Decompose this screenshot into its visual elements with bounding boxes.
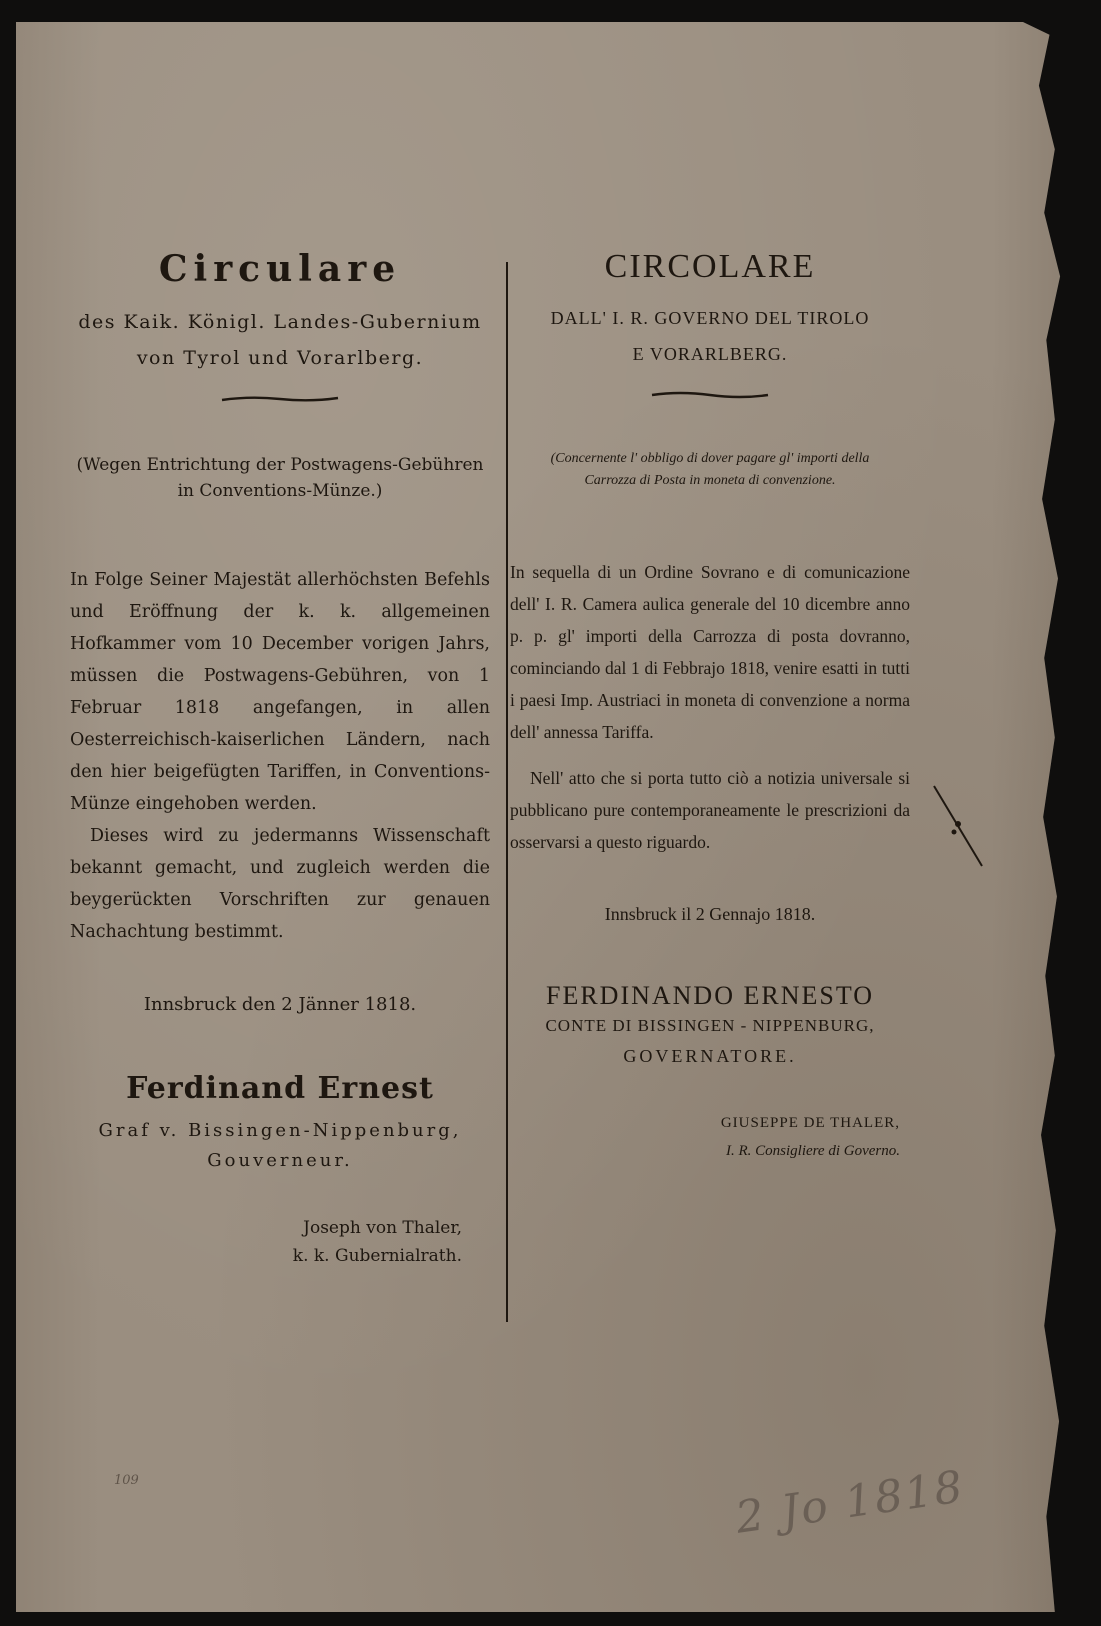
italian-signatory-title-line1: CONTE DI BISSINGEN - NIPPENBURG, xyxy=(545,1016,875,1035)
column-divider xyxy=(506,262,508,1322)
german-column xyxy=(70,228,490,1270)
german-paragraph-2: Dieses wird zu jedermanns Wissenschaft bekannt gemacht, und zugleich werden die beygerückten Vorschriften zur genauen Nachachtung bestimmt. xyxy=(70,826,490,942)
german-cosigner-line2: k. k. Gubernialrath. xyxy=(292,1246,462,1266)
german-cosigner xyxy=(70,1214,490,1270)
italian-subtitle xyxy=(510,300,910,372)
handwritten-note-right: 2 Jo 1818 xyxy=(732,1461,968,1544)
italian-title: CIRCOLARE xyxy=(604,248,816,285)
german-title: Circulare xyxy=(158,248,402,290)
italian-subtitle-line1: DALL' I. R. GOVERNO DEL TIROLO xyxy=(550,308,870,328)
german-subject-line1: (Wegen Entrichtung der Postwagens-Gebühren xyxy=(76,455,484,475)
italian-column xyxy=(510,228,910,1165)
german-ornament xyxy=(220,394,340,404)
german-subject-line2: in Conventions-Münze.) xyxy=(177,481,383,501)
german-signatory-title-line2: Gouverneur. xyxy=(207,1150,353,1171)
german-cosigner-line1: Joseph von Thaler, xyxy=(303,1218,462,1238)
italian-signatory-title-line2: GOVERNATORE. xyxy=(623,1046,797,1066)
italian-cosigner-line1: GIUSEPPE DE THALER, xyxy=(720,1115,900,1131)
german-signatory-title-line1: Graf v. Bissingen-Nippenburg, xyxy=(98,1120,462,1141)
italian-paragraph-2: Nell' atto che si porta tutto ciò a notizia universale si pubblicano pure contemporaneamente le prescrizioni da osservarsi a questo riguardo. xyxy=(510,768,910,852)
italian-subject-line1: (Concernente l' obbligo di dover pagare gl' importi della xyxy=(550,451,870,466)
handwritten-note-left: 109 xyxy=(114,1473,139,1488)
german-signatory-title xyxy=(70,1116,490,1176)
italian-subject-line2: Carrozza di Posta in moneta di convenzione. xyxy=(584,473,836,488)
german-body xyxy=(70,564,490,948)
italian-signatory-name: FERDINANDO ERNESTO xyxy=(545,981,875,1010)
italian-subtitle-line2: E VORARLBERG. xyxy=(632,344,788,364)
italian-cosigner xyxy=(510,1109,910,1165)
italian-ornament xyxy=(650,390,770,400)
german-subtitle-line2: von Tyrol und Vorarlberg. xyxy=(136,347,424,369)
italian-paragraph-1: In sequella di un Ordine Sovrano e di comunicazione dell' I. R. Camera aulica generale del 10 dicembre anno p. p. gl' importi della Carrozza di posta dovranno, cominciando dal 1 di Febbrajo 1818, venire esatti in tutti i paesi Imp. Austriaci in moneta di convenzione a norma dell' annessa Tariffa. xyxy=(510,562,910,742)
german-subject xyxy=(70,452,490,504)
italian-subject xyxy=(510,448,910,492)
italian-cosigner-line2: I. R. Consigliere di Governo. xyxy=(725,1143,900,1159)
ink-mark xyxy=(932,780,992,870)
italian-date: Innsbruck il 2 Gennajo 1818. xyxy=(604,904,816,924)
german-subtitle xyxy=(70,304,490,376)
italian-body xyxy=(510,556,910,858)
german-date: Innsbruck den 2 Jänner 1818. xyxy=(143,994,417,1015)
german-paragraph-1: In Folge Seiner Majestät allerhöchsten Befehls und Eröffnung der k. k. allgemeinen Hofkammer vom 10 December vorigen Jahrs, müssen die Postwagens-Gebühren, von 1 Februar 1818 angefangen, in allen Oesterreichisch-kaiserlichen Ländern, nach den hier beigefügten Tariffen, in Conventions-Münze eingehoben werden. xyxy=(70,570,490,814)
german-subtitle-line1: des Kaik. Königl. Landes-Gubernium xyxy=(78,311,482,333)
german-signatory-name: Ferdinand Ernest xyxy=(126,1071,434,1106)
